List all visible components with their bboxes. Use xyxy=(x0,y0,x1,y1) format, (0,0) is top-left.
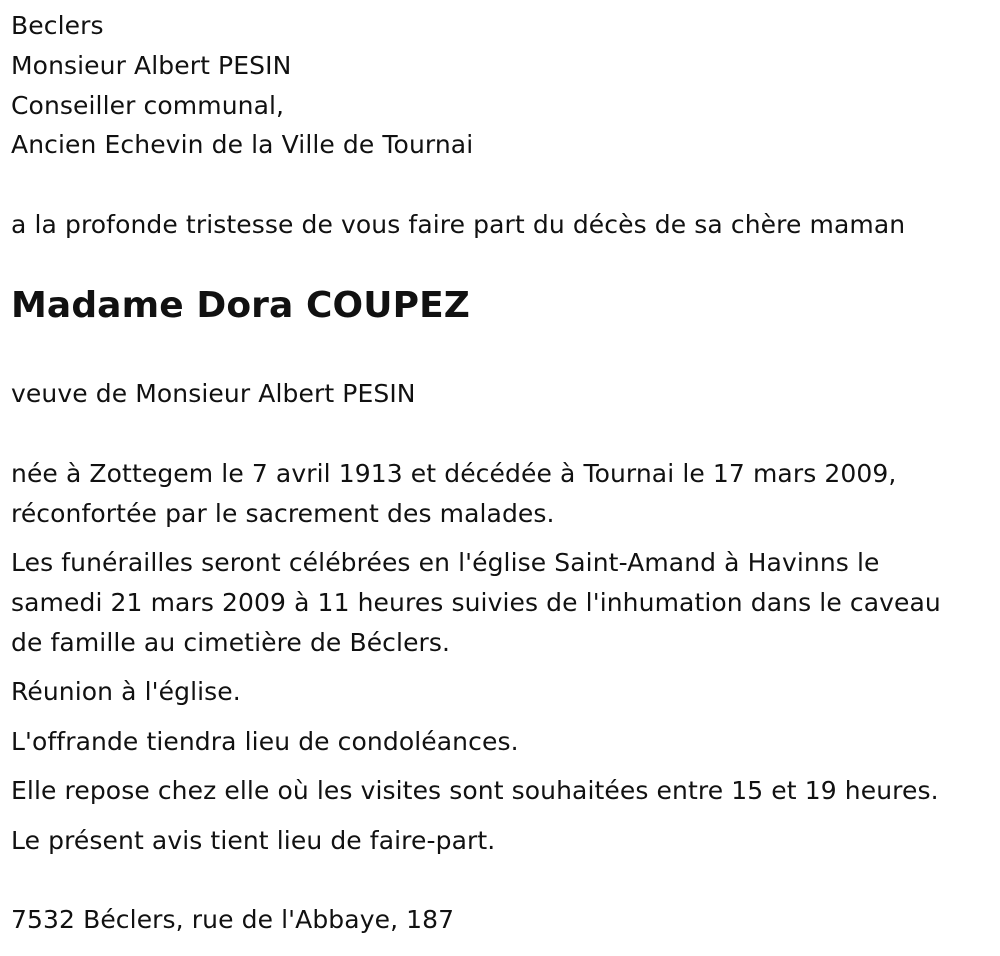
sender-role: Conseiller communal, xyxy=(11,91,285,120)
funeral-line-2: samedi 21 mars 2009 à 11 heures suivies de l'inhumation dans le caveau xyxy=(11,588,941,617)
sender-former-role: Ancien Echevin de la Ville de Tournai xyxy=(11,130,474,159)
address-text: 7532 Béclers, rue de l'Abbaye, 187 xyxy=(11,905,455,934)
birth-death-line-2: réconfortée par le sacrement des malades. xyxy=(11,499,555,528)
funeral-line-1: Les funérailles seront célébrées en l'église Saint-Amand à Havinns le xyxy=(11,548,880,577)
announcement-text: a la profonde tristesse de vous faire part du décès de sa chère maman xyxy=(11,210,906,239)
meeting-text: Réunion à l'église. xyxy=(11,677,241,706)
widow-of-text: veuve de Monsieur Albert PESIN xyxy=(11,379,416,408)
sender-place: Beclers xyxy=(11,11,104,40)
birth-death-line-1: née à Zottegem le 7 avril 1913 et décédée à Tournai le 17 mars 2009, xyxy=(11,459,897,488)
notice-text: Le présent avis tient lieu de faire-part. xyxy=(11,826,496,855)
visits-text: Elle repose chez elle où les visites sont souhaitées entre 15 et 19 heures. xyxy=(11,776,939,805)
sender-name: Monsieur Albert PESIN xyxy=(11,51,292,80)
deceased-name: Madame Dora COUPEZ xyxy=(11,285,470,326)
funeral-line-3: de famille au cimetière de Béclers. xyxy=(11,628,451,657)
offering-text: L'offrande tiendra lieu de condoléances. xyxy=(11,727,519,756)
